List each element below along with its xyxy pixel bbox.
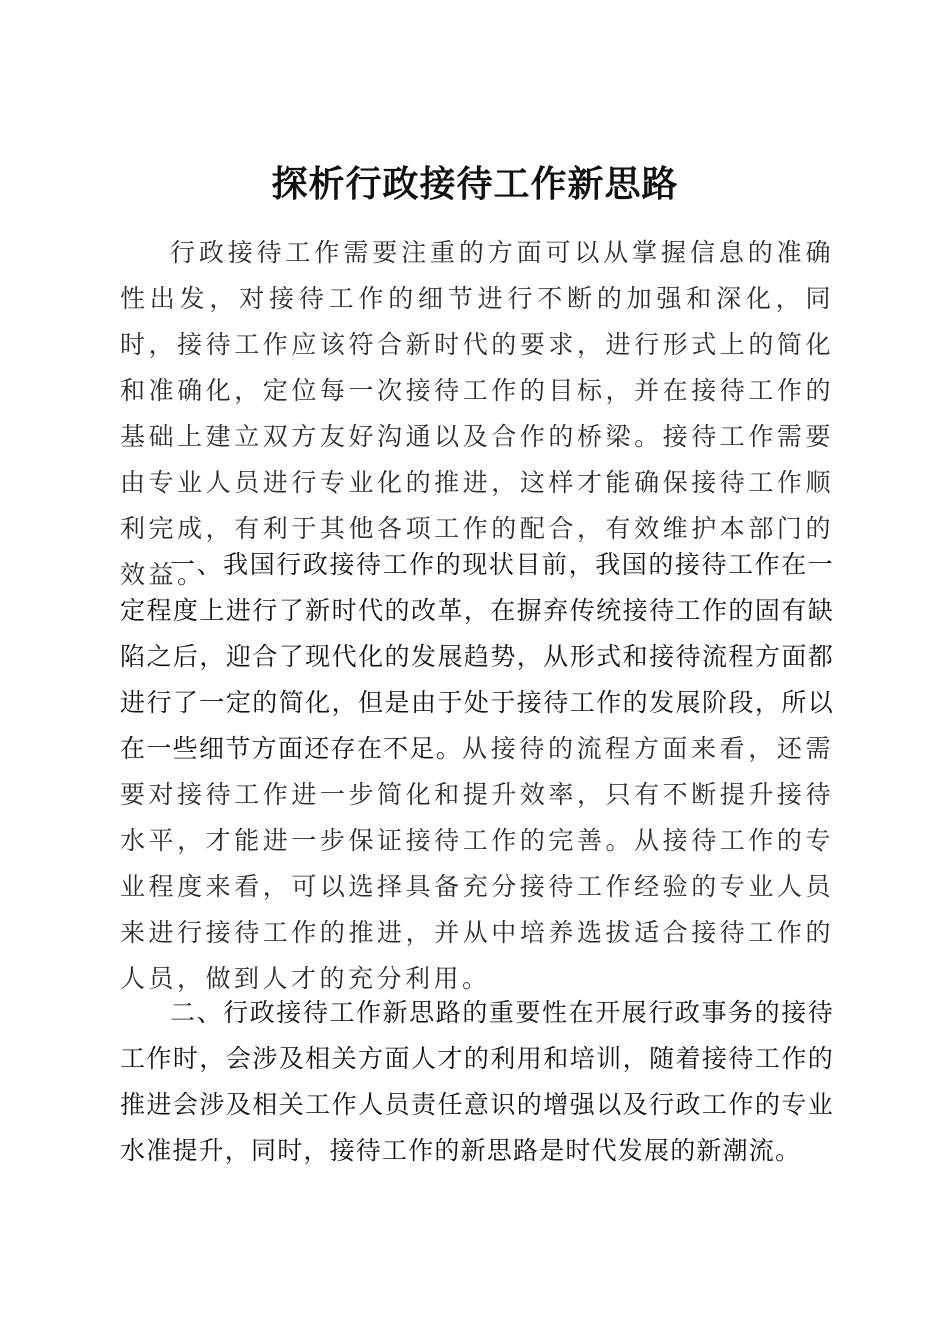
paragraph-intro: 行政接待工作需要注重的方面可以从掌握信息的准确性出发，对接待工作的细节进行不断的加强和深化，同时，接待工作应该符合新时代的要求，进行形式上的简化和准确化，定位每一次接待工作的目标，并在接待工作的基础上建立双方友好沟通以及合作的桥梁。接待工作需要由专业人员进行专业化的推进，这样才能确保接待工作顺利完成，有利于其他各项工作的配合，有效维护本部门的效益。 — [120, 238, 834, 589]
paragraph-section-2: 二、行政接待工作新思路的重要性在开展行政事务的接待工作时，会涉及相关方面人才的利用和培训，随着接待工作的推进会涉及相关工作人员责任意识的增强以及行政工作的专业水准提升，同时，接待工作的新思路是时代发展的新潮流。 — [120, 998, 834, 1165]
section-1-heading-text: 一、我国行政接待工作的现状目前，我国的接待工作在一定程度上进行了新时代的改革，在摒弃传统接待工作的固有缺陷之后，迎合了现代化的发展趋势，从形式和接待流程方面都进行了一定的简化，但是由于处于接待工作的发展阶段，所以在一些细节方面还存在不足。 — [120, 550, 834, 763]
document-title: 探析行政接待工作新思路 — [271, 163, 679, 206]
section-1-body-text: 从接待的流程方面来看，还需要对接待工作进一步简化和提升效率，只有不断提升接待水平，才能进一步保证接待工作的完善。从接待工作的专业程度来看，可以选择具备充分接待工作经验的专业人员来进行接待工作的推进，并从中培养选拔适合接待工作的人员，做到人才的充分利用。 — [120, 734, 834, 993]
paragraph-section-1 — [120, 542, 834, 1002]
